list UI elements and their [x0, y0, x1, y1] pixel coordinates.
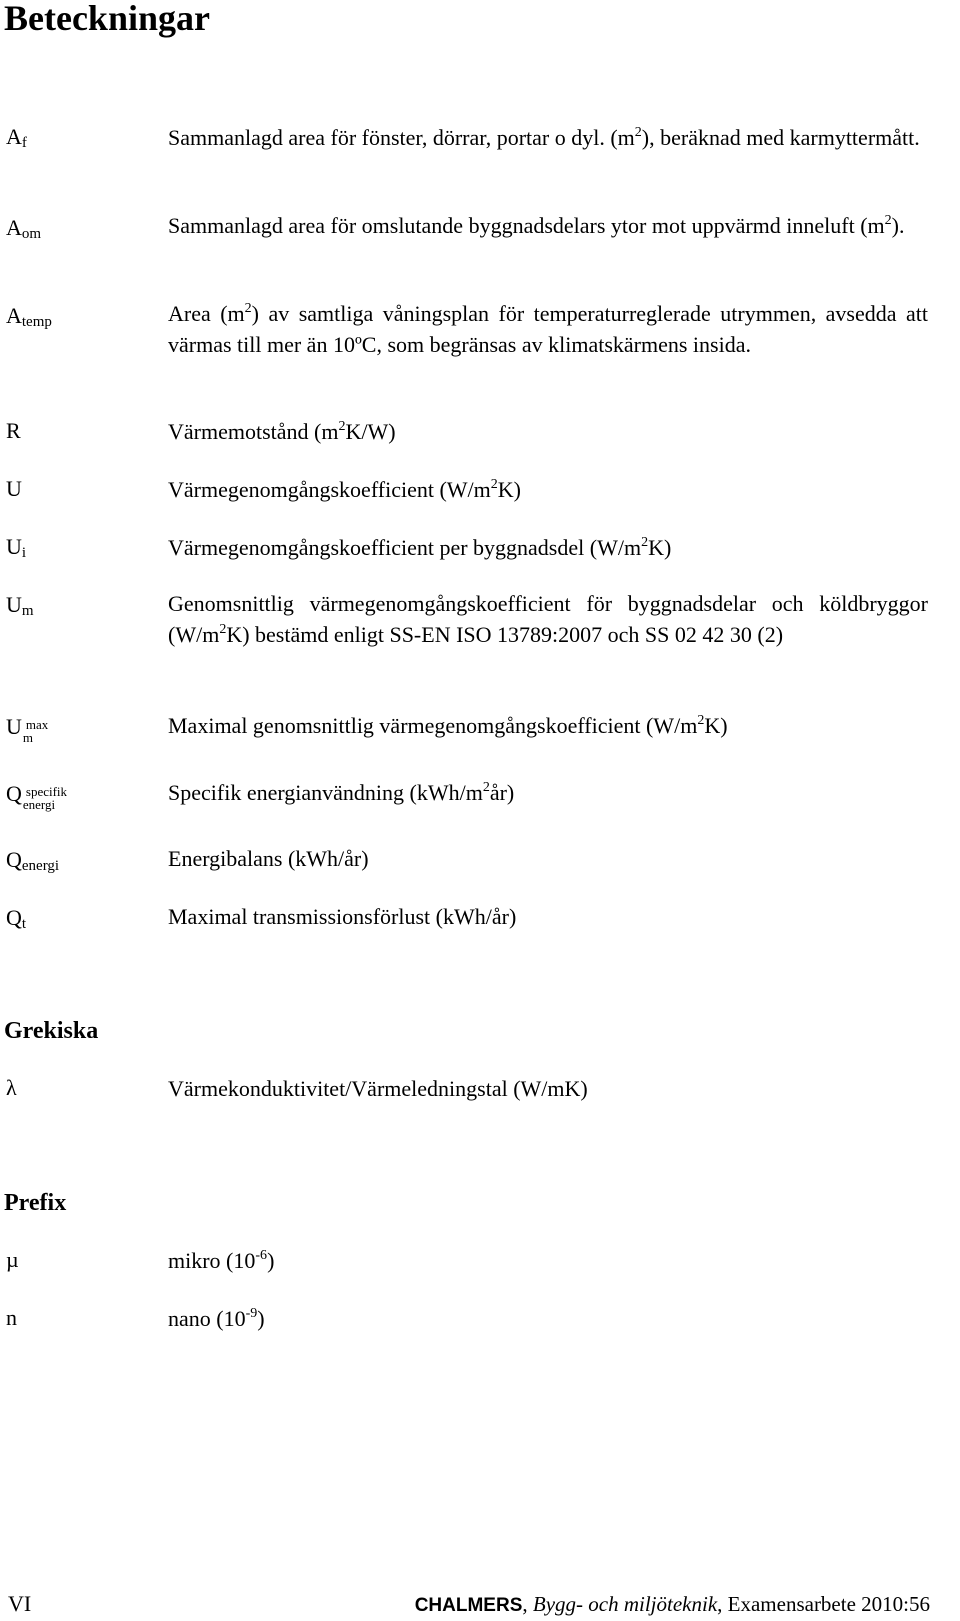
symbol-mu: µ	[6, 1247, 19, 1272]
symbol-q-energi: $Q_{energi}$	[6, 847, 60, 874]
symbol-atemp: $A_{temp}$	[6, 303, 52, 330]
description-um: Genomsnittlig värmegenomgångskoefficient för byggnadsdelar och köldbryggor $(W/m^2K)$ bestämd enligt SS-EN ISO 13789:2007 och SS 02 42 30 (2)	[168, 591, 928, 647]
description-atemp: Area $(m^2)$ av samtliga våningsplan för temperaturreglerade utrymmen, avsedda att värmas till mer än 10ºC, som begränsas av klimatskärmens insida.	[168, 301, 928, 357]
symbol-u: U	[6, 476, 22, 501]
description-q-specifik-energi: Specifik energianvändning $(kWh/m^2år)$	[168, 780, 515, 805]
symbol-qt: $Q_t$	[6, 905, 27, 932]
symbol-ui: $U_i$	[6, 534, 27, 561]
section-heading-greek: Grekiska	[4, 1018, 99, 1044]
symbol-aom: $A_{om}$	[6, 215, 42, 242]
footer-report: , Examensarbete 2010:56	[717, 1592, 930, 1616]
description-aom: Sammanlagd area för omslutande byggnadsdelars ytor mot uppvärmd inneluft $(m^2)$.	[168, 213, 905, 238]
description-af: Sammanlagd area för fönster, dörrar, portar o dyl. $(m^2)$, beräknad med karmyttermått.	[168, 125, 920, 150]
description-qt: Maximal transmissionsförlust (kWh/år)	[168, 904, 517, 929]
symbol-r: R	[6, 418, 21, 443]
symbol-n: n	[6, 1305, 17, 1330]
page-number: VI	[8, 1591, 32, 1616]
description-u: Värmegenomgångskoefficient $(W/m^2K)$	[168, 477, 521, 502]
section-heading-prefix: Prefix	[4, 1190, 67, 1216]
description-ui: Värmegenomgångskoefficient per byggnadsdel $(W/m^2K)$	[168, 535, 672, 560]
symbol-af: $A_f$	[6, 124, 27, 151]
symbol-um-max: U max m	[6, 714, 49, 745]
symbol-lambda: λ	[6, 1075, 17, 1100]
description-lambda: Värmekonduktivitet/Värmeledningstal (W/mK)	[168, 1076, 588, 1101]
footer-department: Bygg- och miljöteknik	[532, 1592, 718, 1616]
footer-org: CHALMERS	[414, 1595, 523, 1616]
symbol-um: $U_m$	[6, 592, 34, 619]
page-title: Beteckningar	[4, 0, 210, 38]
description-n: nano $(10^{-9})$	[168, 1306, 265, 1331]
description-q-energi: Energibalans (kWh/år)	[168, 846, 369, 871]
symbol-q-specifik-energi: Q specifik energi	[6, 781, 68, 812]
page-footer: CHALMERS, Bygg- och miljöteknik, Examensarbete 2010:56	[414, 1592, 930, 1616]
description-r: Värmemotstånd $(m^2K/W)$	[168, 419, 396, 444]
description-mu: mikro $(10^{-6})$	[168, 1248, 275, 1273]
description-um-max: Maximal genomsnittlig värmegenomgångskoefficient $(W/m^2K)$	[168, 713, 728, 738]
